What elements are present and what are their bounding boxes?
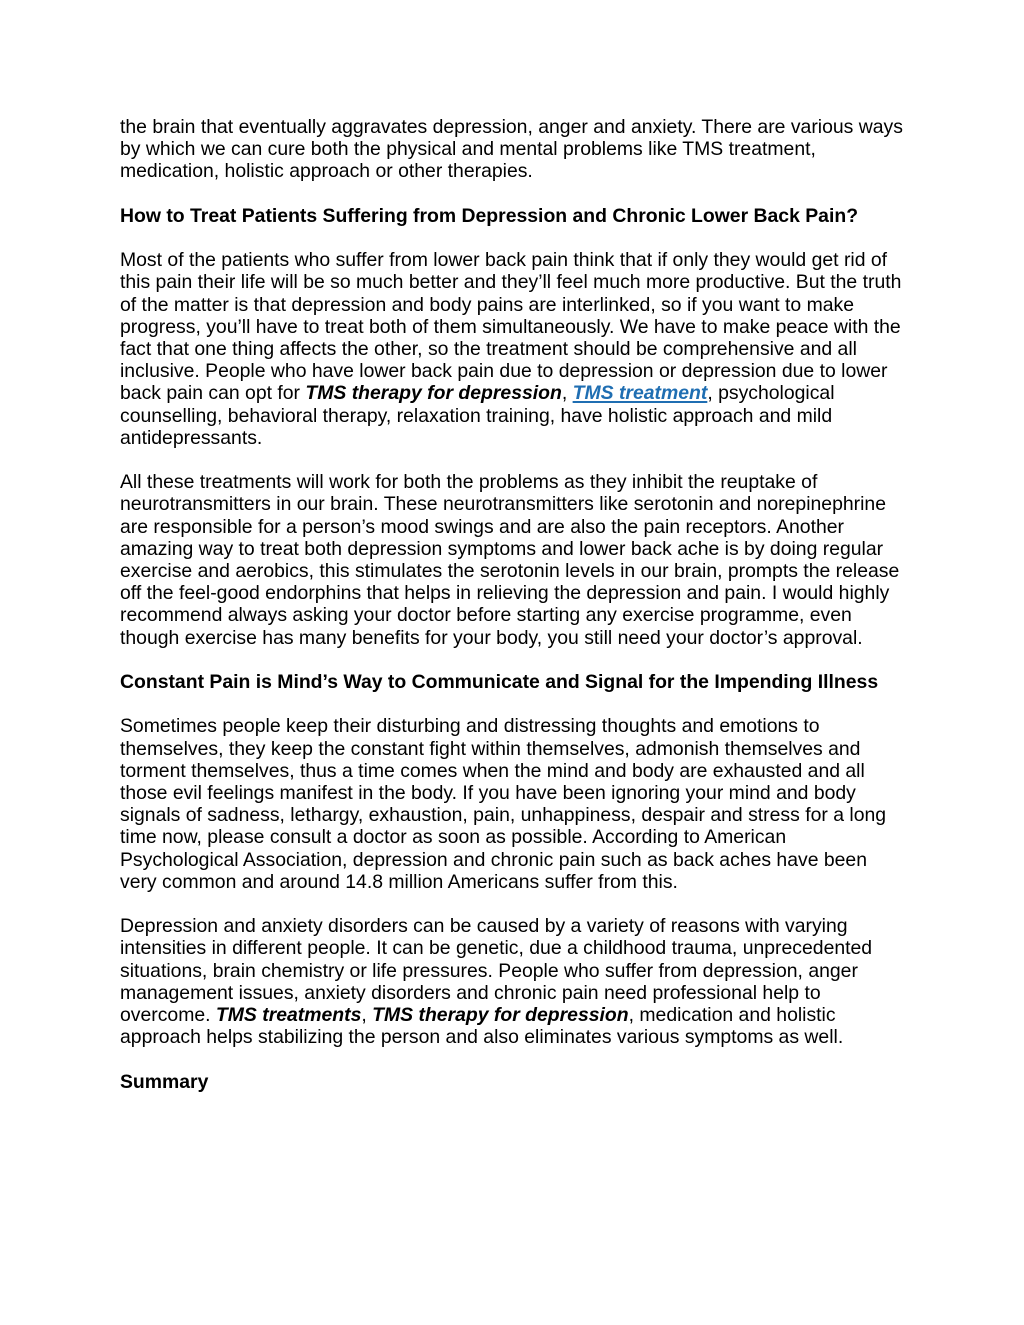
body-text: Constant Pain is Mind’s Way to Communicate and Signal for the Impending Illness: [120, 671, 879, 694]
body-text: ,: [361, 1004, 373, 1027]
section-heading: [120, 671, 906, 693]
body-text: ,: [561, 382, 573, 405]
body-text: , medication and holistic approach helps stabilizing the person and also eliminates various symptoms as well.: [120, 1004, 844, 1049]
paragraph: [120, 116, 906, 183]
paragraph: [120, 249, 906, 449]
body-text: All these treatments will work for both the problems as they inhibit the reuptake of neurotransmitters in our brain. These neurotransmitters like serotonin and norepinephrine are responsible for a person’s mood swings and are also the pain receptors. Another amazing way to treat both depression symptoms and lower back ache is by doing regular exercise and aerobics, this stimulates the serotonin levels in our brain, prompts the release off the feel-good endorphins that helps in relieving the depression and pain. I would highly recommend always asking your doctor before starting any exercise programme, even though exercise has many benefits for your body, you still need your doctor’s approval.: [120, 471, 900, 649]
body-text: , psychological counselling, behavioral therapy, relaxation training, have holistic approach and mild antidepressants.: [120, 382, 835, 449]
bold-italic-text: TMS treatments: [215, 1004, 362, 1027]
body-text: Most of the patients who suffer from lower back pain think that if only they would get rid of this pain their life will be so much better and they’ll feel much more productive. But the truth of the matter is that depression and body pains are interlinked, so if you want to make progress, you’ll have to treat both of them simultaneously. We have to make peace with the fact that one thing affects the other, so the treatment should be comprehensive and all inclusive. People who have lower back pain due to depression or depression due to lower back pain can opt for: [120, 249, 902, 405]
bold-italic-text: TMS therapy for depression: [372, 1004, 629, 1027]
body-text: Sometimes people keep their disturbing and distressing thoughts and emotions to themselves, they keep the constant fight within themselves, admonish themselves and torment themselves, thus a time comes when the mind and body are exhausted and all those evil feelings manifest in the body. If you have been ignoring your mind and body signals of sadness, lethargy, exhaustion, pain, unhappiness, despair and stress for a long time now, please consult a doctor as soon as possible. According to American Psychological Association, depression and chronic pain such as back aches have been very common and around 14.8 million Americans suffer from this.: [120, 715, 887, 893]
paragraph: [120, 715, 906, 893]
body-text: How to Treat Patients Suffering from Depression and Chronic Lower Back Pain?: [120, 204, 859, 227]
paragraph: [120, 471, 906, 649]
link-tms-treatment[interactable]: TMS treatment: [572, 382, 708, 405]
bold-italic-text: TMS therapy for depression: [305, 382, 562, 405]
document-page: [120, 116, 906, 1115]
section-heading: [120, 1071, 906, 1093]
section-heading: [120, 205, 906, 227]
paragraph: [120, 915, 906, 1048]
body-text: Depression and anxiety disorders can be caused by a variety of reasons with varying intensities in different people. It can be genetic, due a childhood trauma, unprecedented situations, brain chemistry or life pressures. People who suffer from depression, anger management issues, anxiety disorders and chronic pain need professional help to overcome.: [120, 915, 873, 1027]
body-text: Summary: [120, 1070, 209, 1093]
body-text: the brain that eventually aggravates depression, anger and anxiety. There are various ways by which we can cure both the physical and mental problems like TMS treatment, medication, holistic approach or other therapies.: [120, 116, 903, 183]
